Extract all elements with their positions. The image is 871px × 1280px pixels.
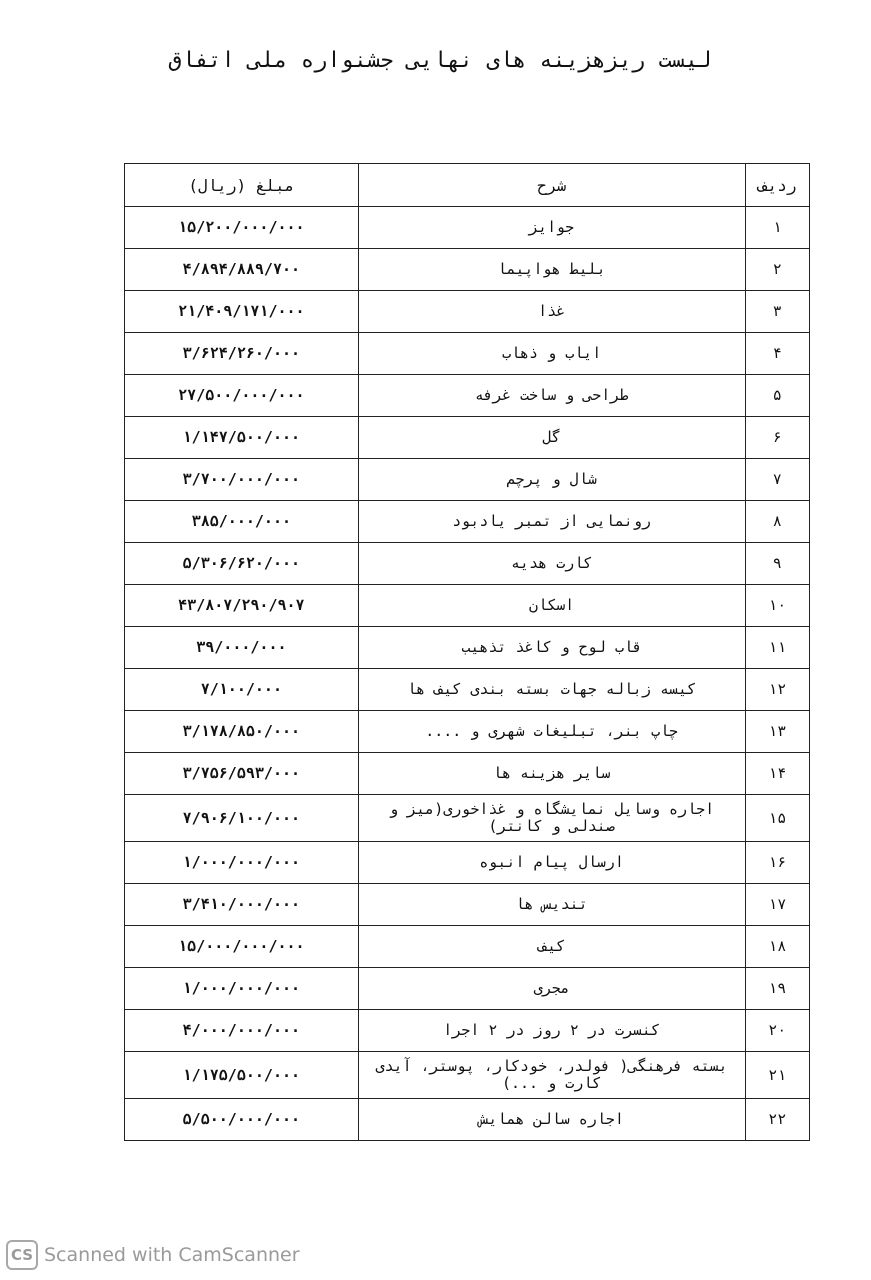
- amount-cell: ۲۱/۴۰۹/۱۷۱/۰۰۰: [125, 291, 359, 333]
- camscanner-watermark: [6, 1238, 300, 1272]
- description-cell: قاب لوح و کاغذ تذهیب: [358, 627, 745, 669]
- description-cell: مجری: [358, 968, 745, 1010]
- row-number-cell: ۸: [745, 501, 809, 543]
- amount-cell: ۴/۸۹۴/۸۸۹/۷۰۰: [125, 249, 359, 291]
- amount-cell: ۱۵/۲۰۰/۰۰۰/۰۰۰: [125, 207, 359, 249]
- watermark-text: Scanned with CamScanner: [44, 1244, 300, 1266]
- description-cell: کیسه زباله جهات بسته بندی کیف ها: [358, 669, 745, 711]
- description-cell: غذا: [358, 291, 745, 333]
- row-number-cell: ۱۰: [745, 585, 809, 627]
- description-cell: کنسرت در ۲ روز در ۲ اجرا: [358, 1010, 745, 1052]
- row-number-cell: ۱۶: [745, 842, 809, 884]
- expense-table-body: [125, 164, 810, 1141]
- table-row: [125, 884, 810, 926]
- description-cell: بلیط هواپیما: [358, 249, 745, 291]
- table-row: [125, 501, 810, 543]
- row-number-cell: ۱: [745, 207, 809, 249]
- description-cell: سایر هزینه ها: [358, 753, 745, 795]
- description-cell: طراحی و ساخت غرفه: [358, 375, 745, 417]
- description-cell: رونمایی از تمبر یادبود: [358, 501, 745, 543]
- expense-table: [124, 163, 810, 1141]
- amount-cell: ۴/۰۰۰/۰۰۰/۰۰۰: [125, 1010, 359, 1052]
- table-row: [125, 1052, 810, 1099]
- header-amount: مبلغ (ریال): [125, 164, 359, 207]
- row-number-cell: ۱۲: [745, 669, 809, 711]
- table-row: [125, 669, 810, 711]
- amount-cell: ۳/۴۱۰/۰۰۰/۰۰۰: [125, 884, 359, 926]
- table-row: [125, 842, 810, 884]
- description-cell: ایاب و ذهاب: [358, 333, 745, 375]
- table-row: [125, 627, 810, 669]
- table-row: [125, 753, 810, 795]
- table-row: [125, 711, 810, 753]
- amount-cell: ۳/۱۷۸/۸۵۰/۰۰۰: [125, 711, 359, 753]
- row-number-cell: ۱۹: [745, 968, 809, 1010]
- table-row: [125, 795, 810, 842]
- row-number-cell: ۱۳: [745, 711, 809, 753]
- amount-cell: ۱/۰۰۰/۰۰۰/۰۰۰: [125, 842, 359, 884]
- description-cell: چاپ بنر، تبلیغات شهری و ....: [358, 711, 745, 753]
- header-description: شرح: [358, 164, 745, 207]
- table-row: [125, 333, 810, 375]
- document-title: لیست ریزهزینه های نهایی جشنواره ملی اتفاق: [168, 48, 712, 73]
- description-cell: شال و پرچم: [358, 459, 745, 501]
- description-cell: تندیس ها: [358, 884, 745, 926]
- table-header-row: [125, 164, 810, 207]
- table-row: [125, 585, 810, 627]
- amount-cell: ۵/۳۰۶/۶۲۰/۰۰۰: [125, 543, 359, 585]
- amount-cell: ۳/۶۲۴/۲۶۰/۰۰۰: [125, 333, 359, 375]
- row-number-cell: ۱۷: [745, 884, 809, 926]
- amount-cell: ۱۵/۰۰۰/۰۰۰/۰۰۰: [125, 926, 359, 968]
- amount-cell: ۵/۵۰۰/۰۰۰/۰۰۰: [125, 1099, 359, 1141]
- amount-cell: ۲۷/۵۰۰/۰۰۰/۰۰۰: [125, 375, 359, 417]
- amount-cell: ۳/۷۵۶/۵۹۳/۰۰۰: [125, 753, 359, 795]
- table-row: [125, 207, 810, 249]
- row-number-cell: ۳: [745, 291, 809, 333]
- row-number-cell: ۱۱: [745, 627, 809, 669]
- camscanner-logo-icon: CS: [6, 1240, 38, 1270]
- row-number-cell: ۴: [745, 333, 809, 375]
- description-cell: ارسال پیام انبوه: [358, 842, 745, 884]
- table-row: [125, 459, 810, 501]
- row-number-cell: ۵: [745, 375, 809, 417]
- table-row: [125, 249, 810, 291]
- row-number-cell: ۷: [745, 459, 809, 501]
- amount-cell: ۱/۰۰۰/۰۰۰/۰۰۰: [125, 968, 359, 1010]
- description-cell: گل: [358, 417, 745, 459]
- table-row: [125, 968, 810, 1010]
- row-number-cell: ۱۴: [745, 753, 809, 795]
- row-number-cell: ۱۸: [745, 926, 809, 968]
- table-row: [125, 926, 810, 968]
- description-cell: بسته فرهنگی( فولدر، خودکار، پوستر، آیدی کارت و ...): [358, 1052, 745, 1099]
- amount-cell: ۱/۱۷۵/۵۰۰/۰۰۰: [125, 1052, 359, 1099]
- row-number-cell: ۲۲: [745, 1099, 809, 1141]
- header-row-number: ردیف: [745, 164, 809, 207]
- amount-cell: ۳۹/۰۰۰/۰۰۰: [125, 627, 359, 669]
- description-cell: اجاره وسایل نمایشگاه و غذاخوری(میز و صندلی و کانتر): [358, 795, 745, 842]
- description-cell: کارت هدیه: [358, 543, 745, 585]
- amount-cell: ۳/۷۰۰/۰۰۰/۰۰۰: [125, 459, 359, 501]
- table-row: [125, 1099, 810, 1141]
- table-row: [125, 1010, 810, 1052]
- row-number-cell: ۲۱: [745, 1052, 809, 1099]
- table-row: [125, 375, 810, 417]
- row-number-cell: ۱۵: [745, 795, 809, 842]
- table-row: [125, 291, 810, 333]
- amount-cell: ۷/۱۰۰/۰۰۰: [125, 669, 359, 711]
- amount-cell: ۳۸۵/۰۰۰/۰۰۰: [125, 501, 359, 543]
- description-cell: اسکان: [358, 585, 745, 627]
- row-number-cell: ۹: [745, 543, 809, 585]
- description-cell: اجاره سالن همایش: [358, 1099, 745, 1141]
- row-number-cell: ۲: [745, 249, 809, 291]
- amount-cell: ۴۳/۸۰۷/۲۹۰/۹۰۷: [125, 585, 359, 627]
- description-cell: کیف: [358, 926, 745, 968]
- table-row: [125, 543, 810, 585]
- table-row: [125, 417, 810, 459]
- description-cell: جوایز: [358, 207, 745, 249]
- row-number-cell: ۲۰: [745, 1010, 809, 1052]
- amount-cell: ۱/۱۴۷/۵۰۰/۰۰۰: [125, 417, 359, 459]
- amount-cell: ۷/۹۰۶/۱۰۰/۰۰۰: [125, 795, 359, 842]
- row-number-cell: ۶: [745, 417, 809, 459]
